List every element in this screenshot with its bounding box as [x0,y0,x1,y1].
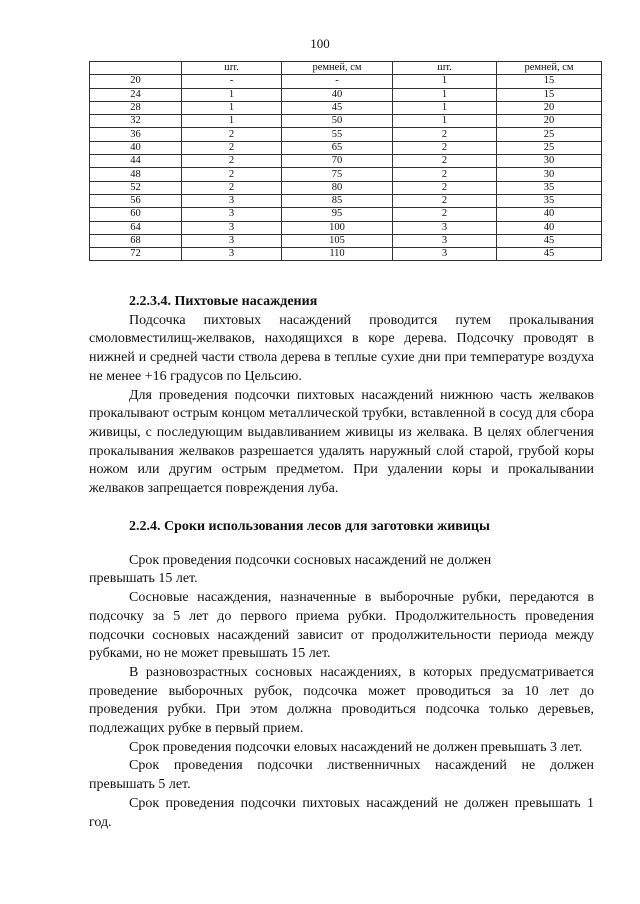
table-row [90,75,602,88]
table-row [90,181,602,194]
table-row [90,115,602,128]
paragraph: Срок проведения подсочки лиственничных насаждений не должен превышать 5 лет. [89,758,594,793]
table-cell: 15 [497,88,602,101]
table-cell: 3 [182,208,282,221]
table-cell: 50 [282,115,393,128]
section-heading: 2.2.3.4. Пихтовые насаждения [129,294,318,309]
table-cell: 2 [393,168,497,181]
table-cell: 24 [90,88,182,101]
paragraph: Срок проведения подсочки сосновых насаждений не должен [129,552,492,568]
table-cell: шт. [182,62,282,75]
table-cell: 35 [497,194,602,207]
table-cell: 3 [182,194,282,207]
table-cell: 1 [393,88,497,101]
table-cell: 20 [497,115,602,128]
table-cell [90,62,182,75]
table-cell: 80 [282,181,393,194]
table-cell: 2 [182,128,282,141]
table-cell: 40 [282,88,393,101]
table-cell: 105 [282,234,393,247]
table-row [90,88,602,101]
table-row [90,155,602,168]
table-cell: 40 [497,221,602,234]
table-cell: 3 [393,234,497,247]
page-number: 100 [310,36,330,51]
table-row [90,168,602,181]
table-cell: 25 [497,128,602,141]
table-cell: 2 [393,181,497,194]
table-cell: 35 [497,181,602,194]
table-cell: 40 [90,141,182,154]
table-row [90,248,602,261]
table-cell: ремней, см [282,62,393,75]
table-cell: 2 [393,128,497,141]
table-header-row [90,62,602,75]
table-row [90,194,602,207]
table-cell: 100 [282,221,393,234]
table-cell: 1 [182,88,282,101]
table-cell: 65 [282,141,393,154]
paragraph-continuation: превышать 15 лет. [89,571,198,587]
table-cell: 1 [393,75,497,88]
table-cell: 48 [90,168,182,181]
table-row [90,221,602,234]
table-cell: 3 [393,248,497,261]
table-cell: 2 [182,155,282,168]
table-cell: 3 [182,221,282,234]
table-cell: 60 [90,208,182,221]
table-cell: 3 [393,221,497,234]
table-cell: 20 [497,101,602,114]
paragraph: Сосновые насаждения, назначенные в выборочные рубки, передаются в подсочку за 5 лет до первого приема рубки. Продолжительность проведения подсочки сосновых насаждений зависит от продолжительности периода между рубками, но не может превышать 15 лет. [89,590,594,662]
table-cell: 3 [182,248,282,261]
table-cell: 40 [497,208,602,221]
table-cell: 2 [393,141,497,154]
table-cell: 56 [90,194,182,207]
table-cell: 45 [497,234,602,247]
paragraph: Для проведения подсочки пихтовых насаждений нижнюю часть желваков прокалывают острым концом металлической трубки, вставленной в сосуд для сбора живицы, с последующим выдавливанием живицы из желвака. В целях облегчения прокалывания желваков разрешается удалять наружный слой старой, грубой коры ножом или другим острым предметом. При удалении коры и прокалывании желваков запрещается повреждения луба. [89,387,594,497]
table-cell: 2 [182,181,282,194]
paragraph: В разновозрастных сосновых насаждениях, в которых предусматривается проведение выборочных рубок, подсочка может проводиться за 10 лет до проведения рубки. При этом должна проводиться подсочка только деревьев, подлежащих рубке в первый прием. [89,664,594,737]
table-cell: 52 [90,181,182,194]
table-row [90,234,602,247]
table-cell: 75 [282,168,393,181]
table-cell: 2 [393,155,497,168]
table-cell: 25 [497,141,602,154]
table-cell: 45 [497,248,602,261]
table-cell: 30 [497,168,602,181]
table-row [90,208,602,221]
table-cell: шт. [393,62,497,75]
table-cell: 44 [90,155,182,168]
table-cell: 30 [497,155,602,168]
table-cell: 28 [90,101,182,114]
table-cell: 1 [182,115,282,128]
table-cell: 2 [393,194,497,207]
table-cell: 70 [282,155,393,168]
table-cell: 2 [182,141,282,154]
table-cell: ремней, см [497,62,602,75]
table-cell: 55 [282,128,393,141]
table-row [90,128,602,141]
table-cell: 32 [90,115,182,128]
section-fir [89,293,594,499]
paragraph: Срок проведения подсочки пихтовых насаждений не должен превышать 1 год. [89,795,594,830]
table-cell: 2 [182,168,282,181]
table-cell: 45 [282,101,393,114]
table-cell: 64 [90,221,182,234]
section-heading: 2.2.4. Сроки использования лесов для заготовки живицы [129,519,490,534]
table-cell: 3 [182,234,282,247]
table-cell: 1 [393,115,497,128]
table-cell: 2 [393,208,497,221]
table-cell: 1 [182,101,282,114]
table-cell: 20 [90,75,182,88]
table-cell: 110 [282,248,393,261]
table-row [90,101,602,114]
table-cell: 68 [90,234,182,247]
paragraph: Подсочка пихтовых насаждений проводится путем прокалывания смоловместилищ-желваков, находящихся в коре дерева. Подсочку проводят в нижней и средней части ствола дерева в теплые сухие дни при температуре воздуха не менее +16 градусов по Цельсию. [89,312,594,384]
table-cell: 15 [497,75,602,88]
table-cell: - [182,75,282,88]
table-cell: 72 [90,248,182,261]
data-table [89,61,602,261]
table-cell: 95 [282,208,393,221]
paragraph: Срок проведения подсочки еловых насаждений не должен превышать 3 лет. [129,739,583,755]
table-cell: - [282,75,393,88]
table-cell: 1 [393,101,497,114]
table-cell: 36 [90,128,182,141]
section-terms [89,518,594,832]
table-row [90,141,602,154]
table-cell: 85 [282,194,393,207]
